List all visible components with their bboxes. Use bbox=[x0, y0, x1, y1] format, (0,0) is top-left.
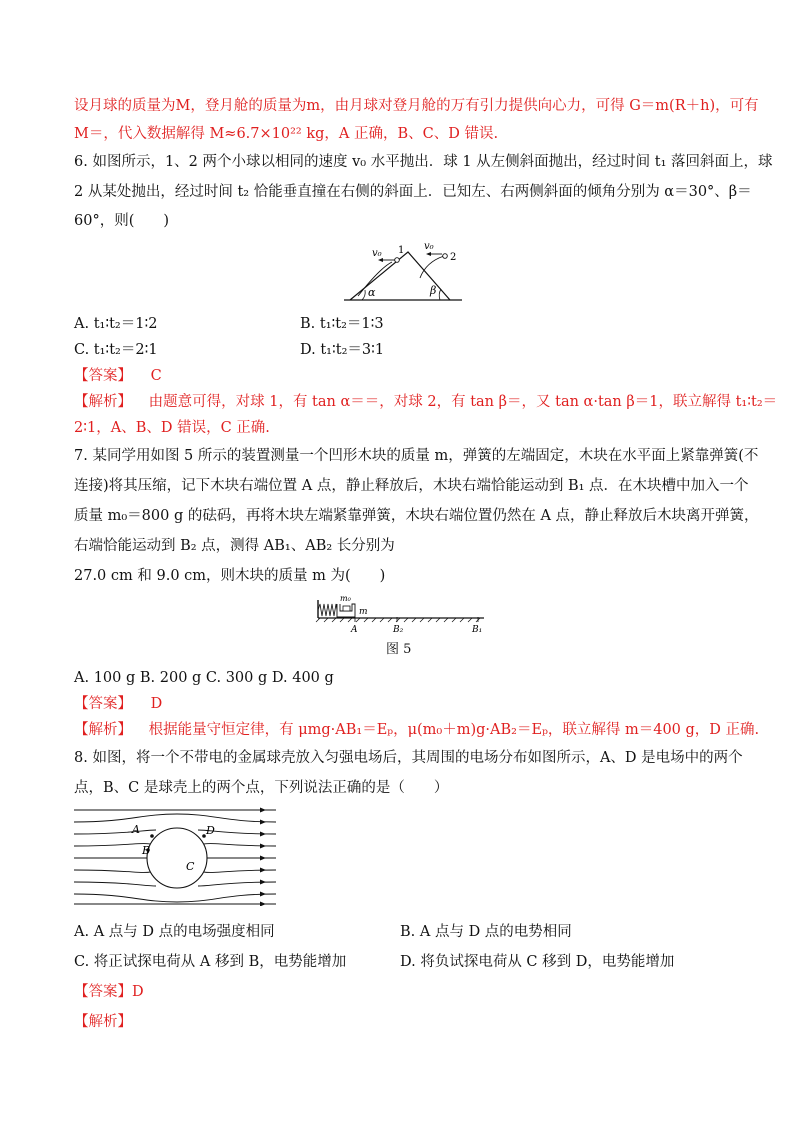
q8-figure-point-c: C bbox=[186, 860, 195, 873]
q8-figure-point-d: D bbox=[206, 824, 215, 837]
q6-figure-v0-right: v₀ bbox=[424, 241, 434, 252]
q8-option-c: C. 将正试探电荷从 A 移到 B，电势能增加 bbox=[74, 954, 347, 970]
q8-stem-line-2: 点，B、C 是球壳上的两个点，下列说法正确的是（ ） bbox=[74, 780, 449, 796]
q8-stem-line-1: 8. 如图，将一个不带电的金属球壳放入匀强电场后，其周围的电场分布如图所示，A、D 是电场中的两个 bbox=[74, 750, 743, 766]
q7-figure-spring-block bbox=[312, 590, 492, 636]
q6-answer bbox=[74, 366, 162, 386]
q8-option-d: D. 将负试探电荷从 C 移到 D，电势能增加 bbox=[400, 954, 675, 970]
q7-figure-m0: m₀ bbox=[340, 594, 351, 603]
q8-answer-label: 【答案】 bbox=[74, 984, 132, 1000]
q7-stem-line-4: 右端恰能运动到 B₂ 点，测得 AB₁、AB₂ 长分别为 bbox=[74, 538, 395, 554]
q7-answer-value: D bbox=[150, 696, 163, 712]
q8-option-b: B. A 点与 D 点的电势相同 bbox=[400, 924, 572, 940]
q6-analysis-line-1 bbox=[74, 392, 777, 412]
q8-figure-field-lines bbox=[70, 802, 284, 906]
q6-figure-ball-1-label: 1 bbox=[398, 245, 405, 256]
q7-options: A. 100 g B. 200 g C. 300 g D. 400 g bbox=[74, 670, 334, 686]
q8-answer bbox=[74, 982, 144, 1002]
q6-figure-alpha: α bbox=[368, 286, 376, 299]
q7-stem-line-5: 27.0 cm 和 9.0 cm，则木块的质量 m 为( ) bbox=[74, 568, 386, 584]
q5-analysis-line-2: M＝，代入数据解得 M≈6.7×10²² kg，A 正确，B、C、D 错误. bbox=[74, 126, 499, 142]
q7-stem-line-1: 7. 某同学用如图 5 所示的装置测量一个凹形木块的质量 m，弹簧的左端固定，木块在水平面上紧靠弹簧(不 bbox=[74, 448, 759, 464]
q6-stem-line-3: 60°，则( ) bbox=[74, 213, 170, 229]
q7-analysis-label: 【解析】 bbox=[74, 722, 132, 738]
q6-stem-line-1: 6. 如图所示，1、2 两个小球以相同的速度 v₀ 水平抛出．球 1 从左侧斜面抛出，经过时间 t₁ 落回斜面上，球 bbox=[74, 154, 773, 170]
q7-figure-point-b1: B₁ bbox=[472, 625, 483, 635]
q8-analysis bbox=[74, 1012, 132, 1032]
q7-analysis-text: 根据能量守恒定律，有 μmg·AB₁＝Eₚ，μ(m₀＋m)g·AB₂＝Eₚ，联立解得 m＝400 g，D 正确. bbox=[148, 722, 760, 738]
q6-figure-beta: β bbox=[430, 284, 437, 297]
q7-analysis bbox=[74, 720, 759, 740]
q7-figure-m: m bbox=[359, 607, 368, 617]
q7-figure-point-b2: B₂ bbox=[393, 625, 404, 635]
q6-figure-v0-left: v₀ bbox=[372, 248, 382, 259]
q7-answer-label: 【答案】 bbox=[74, 696, 132, 712]
q6-stem-line-2: 2 从某处抛出，经过时间 t₂ 恰能垂直撞在右侧的斜面上．已知左、右两侧斜面的倾角分别为 α＝30°、β＝ bbox=[74, 184, 752, 200]
q6-answer-value: C bbox=[150, 368, 162, 384]
q6-option-d: D. t₁∶t₂＝3∶1 bbox=[300, 342, 385, 358]
q6-figure-ball-2-label: 2 bbox=[450, 252, 457, 263]
q6-figure-slopes bbox=[340, 238, 470, 304]
q6-analysis-label: 【解析】 bbox=[74, 394, 132, 410]
q6-analysis-text-1: 由题意可得，对球 1，有 tan α＝＝，对球 2，有 tan β＝，又 tan α·tan β＝1，联立解得 t₁∶t₂＝ bbox=[148, 394, 778, 410]
q7-figure-caption: 图 5 bbox=[386, 642, 412, 657]
q8-figure-point-a: A bbox=[132, 823, 140, 836]
q6-option-a: A. t₁∶t₂＝1∶2 bbox=[74, 316, 158, 332]
q7-stem-line-2: 连接)将其压缩，记下木块右端位置 A 点，静止释放后，木块右端恰能运动到 B₁ 点．在木块槽中加入一个 bbox=[74, 478, 749, 494]
q6-analysis-line-2: 2∶1，A、B、D 错误，C 正确. bbox=[74, 420, 270, 436]
q8-answer-value: D bbox=[132, 984, 144, 1000]
q7-figure-point-a: A bbox=[351, 625, 358, 635]
q7-answer bbox=[74, 694, 162, 714]
q5-analysis-line-1: 设月球的质量为M，登月舱的质量为m，由月球对登月舱的万有引力提供向心力，可得 G＝m(R＋h)，可有 bbox=[74, 98, 759, 114]
q8-option-a: A. A 点与 D 点的电场强度相同 bbox=[74, 924, 275, 940]
q8-figure-point-b: B bbox=[142, 844, 151, 857]
q6-option-c: C. t₁∶t₂＝2∶1 bbox=[74, 342, 158, 358]
q7-stem-line-3: 质量 m₀＝800 g 的砝码，再将木块左端紧靠弹簧，木块右端位置仍然在 A 点，静止释放后木块离开弹簧， bbox=[74, 508, 759, 524]
q6-answer-label: 【答案】 bbox=[74, 368, 132, 384]
q8-analysis-label: 【解析】 bbox=[74, 1014, 132, 1030]
q6-option-b: B. t₁∶t₂＝1∶3 bbox=[300, 316, 384, 332]
